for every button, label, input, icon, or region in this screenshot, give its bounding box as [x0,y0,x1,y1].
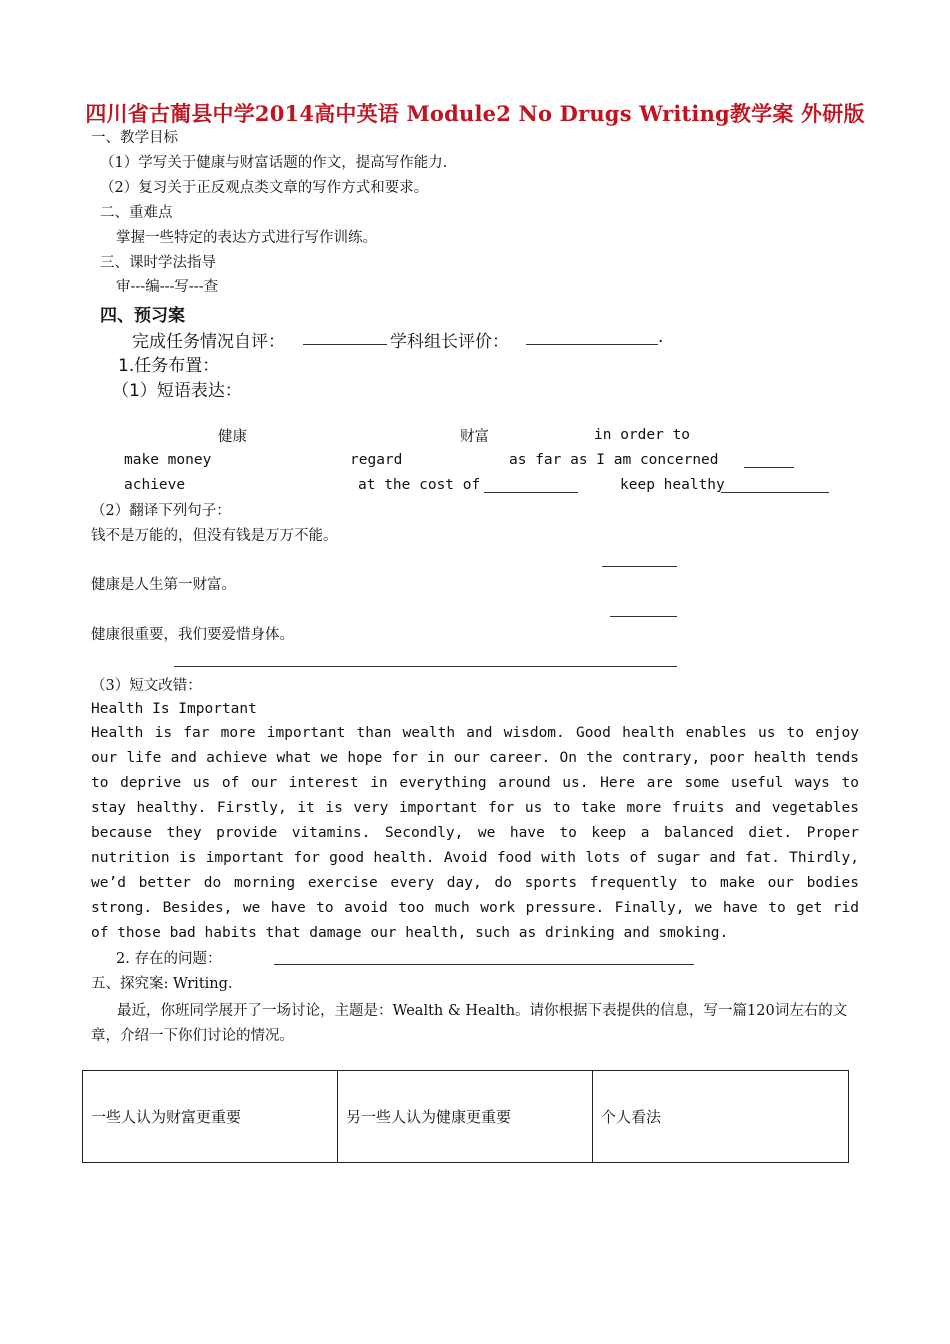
eval-end: . [658,327,664,347]
section-3-heading: 三、课时学法指导 [100,255,216,271]
blank-at-the-cost-of[interactable] [484,492,578,493]
blank-as-far-as[interactable] [744,467,794,468]
answer-blank-1[interactable] [602,566,677,567]
sentence-3: 健康很重要，我们要爱惜身体。 [91,627,294,643]
problems-blank[interactable] [274,964,694,965]
answer-blank-3[interactable] [174,666,677,667]
phrases-heading: （1）短语表达： [112,381,242,401]
objective-1: （1）学写关于健康与财富话题的作文，提高写作能力. [100,155,448,171]
phrase-health: 健康 [218,429,247,445]
phrase-as-far-as: as far as I am concerned [509,452,719,468]
objective-2: （2）复习关于正反观点类文章的写作方式和要求。 [100,180,429,196]
phrase-wealth: 财富 [460,429,489,445]
essay-title: Health Is Important [91,701,257,717]
phrase-regard: regard [350,452,403,468]
answer-blank-2[interactable] [610,616,677,617]
phrase-make-money: make money [124,452,212,468]
sentence-2: 健康是人生第一财富。 [91,577,236,593]
blank-keep-healthy[interactable] [721,492,829,493]
section-1-heading: 一、教学目标 [91,130,178,146]
section-5-heading: 五、探究案: Writing. [91,976,233,992]
key-points-text: 掌握一些特定的表达方式进行写作训练。 [116,230,377,246]
phrase-keep-healthy: keep healthy [620,477,725,493]
table-cell-health: 另一些人认为健康更重要 [338,1071,593,1163]
error-correction-heading: （3）短文改错： [91,678,202,694]
self-eval-label: 完成任务情况自评： [132,332,285,352]
phrase-achieve: achieve [124,477,186,493]
phrase-in-order-to: in order to [594,427,691,443]
writing-prompt: 最近，你班同学展开了一场讨论，主题是：Wealth & Health。请你根据下表提供的信息，写一篇120词左右的文章，介绍一下你们讨论的情况。 [91,1003,848,1044]
phrase-at-the-cost-of: at the cost of [358,477,481,493]
table-cell-wealth: 一些人认为财富更重要 [83,1071,338,1163]
writing-table [82,1070,849,1163]
leader-eval-label: 学科组长评价： [390,332,509,352]
document-title: 四川省古蔺县中学2014高中英语 Module2 No Drugs Writing教学案 外研版 [85,101,865,126]
task-heading: 1.任务布置： [118,356,220,376]
method-text: 审---编---写---查 [116,279,219,295]
section-4-heading: 四、预习案 [100,306,185,326]
problems-label: 2. 存在的问题： [116,951,222,967]
leader-eval-blank[interactable] [526,344,658,345]
self-eval-blank[interactable] [303,344,387,345]
table-cell-opinion: 个人看法 [593,1071,849,1163]
sentence-1: 钱不是万能的，但没有钱是万万不能。 [91,528,338,544]
essay-body: Health is far more important than wealth and wisdom. Good health enables us to enjoy our life and achieve what we hope for in our career. On the contrary, poor health tends to deprive us of our interest in everything around us. Here are some useful ways to stay healthy. Firstly, it is very important for us to take more fruits and vegetables because they provide vitamins. Secondly, we have to keep a balanced diet. Proper nutrition is important for good health. Avoid food with lots of sugar and fat. Thirdly, we’d better do morning exercise every day, do sports frequently to make our bodies strong. Besides, we have to avoid too much work pressure. Finally, we have to get rid of those bad habits that damage our health, such as drinking and smoking. [91,725,859,941]
section-2-heading: 二、重难点 [100,205,173,221]
translate-heading: （2）翻译下列句子： [91,503,231,519]
